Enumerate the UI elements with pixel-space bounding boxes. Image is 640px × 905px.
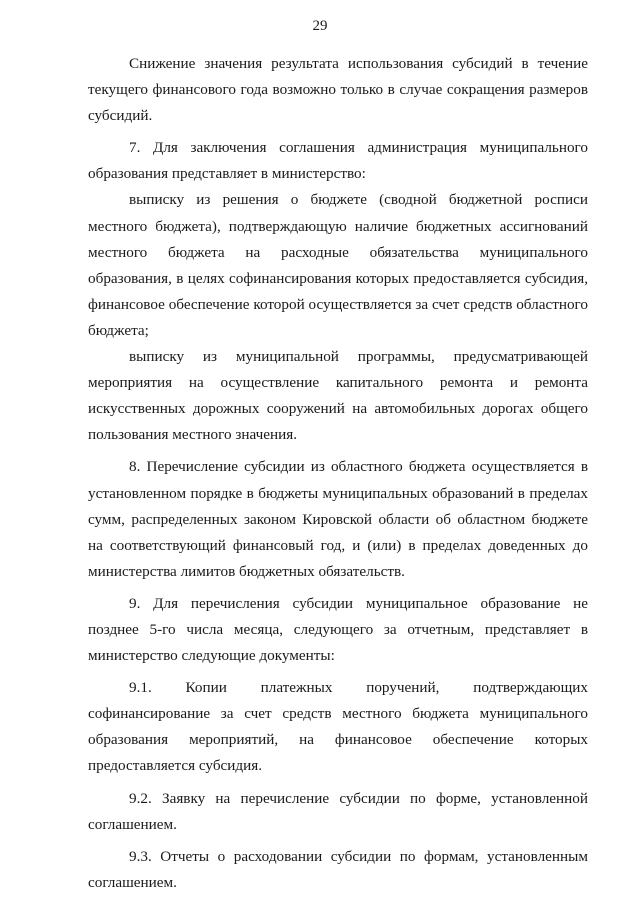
document-body (88, 51, 588, 896)
paragraph-7-agreement: 7. Для заключения соглашения администрация муниципального образования представляет в министерство: (88, 139, 588, 183)
page-number: 29 (312, 18, 328, 34)
paragraph-9-documents: 9. Для перечисления субсидии муниципальное образование не позднее 5-го числа месяца, следующего за отчетным, представляет в министерство следующие документы: (88, 594, 588, 665)
paragraph-8-transfer: 8. Перечисление субсидии из областного бюджета осуществляется в установленном порядке в бюджеты муниципальных образований в пределах сумм, распределенных законом Кировской области об областном бюджете на соответствующий финансовый год, и (или) в пределах доведенных до министерства лимитов бюджетных обязательств. (88, 458, 588, 580)
paragraph-program-extract: выписку из муниципальной программы, предусматривающей мероприятия на осуществление капитального ремонта и ремонта искусственных дорожных сооружений на автомобильных дорогах общего пользования местного значения. (88, 348, 588, 444)
paragraph-9-3-reports: 9.3. Отчеты о расходовании субсидии по формам, установленным соглашением. (88, 847, 588, 891)
paragraph-9-1-payment-orders: 9.1. Копии платежных поручений, подтверждающих софинансирование за счет средств местного бюджета муниципального образования мероприятий, на финансовое обеспечение которых предоставляется субсидия. (88, 679, 588, 775)
paragraph-subsidy-reduction: Снижение значения результата использования субсидий в течение текущего финансового года возможно только в случае сокращения размеров субсидий. (88, 55, 588, 125)
paragraph-budget-extract: выписку из решения о бюджете (сводной бюджетной росписи местного бюджета), подтверждающую наличие бюджетных ассигнований местного бюджета на расходные обязательства муниципального образования, в целях софинансирования которых предоставляется субсидия, финансовое обеспечение которой осуществляется за счет средств областного бюджета; (88, 191, 588, 339)
paragraph-9-2-application: 9.2. Заявку на перечисление субсидии по форме, установленной соглашением. (88, 789, 588, 833)
